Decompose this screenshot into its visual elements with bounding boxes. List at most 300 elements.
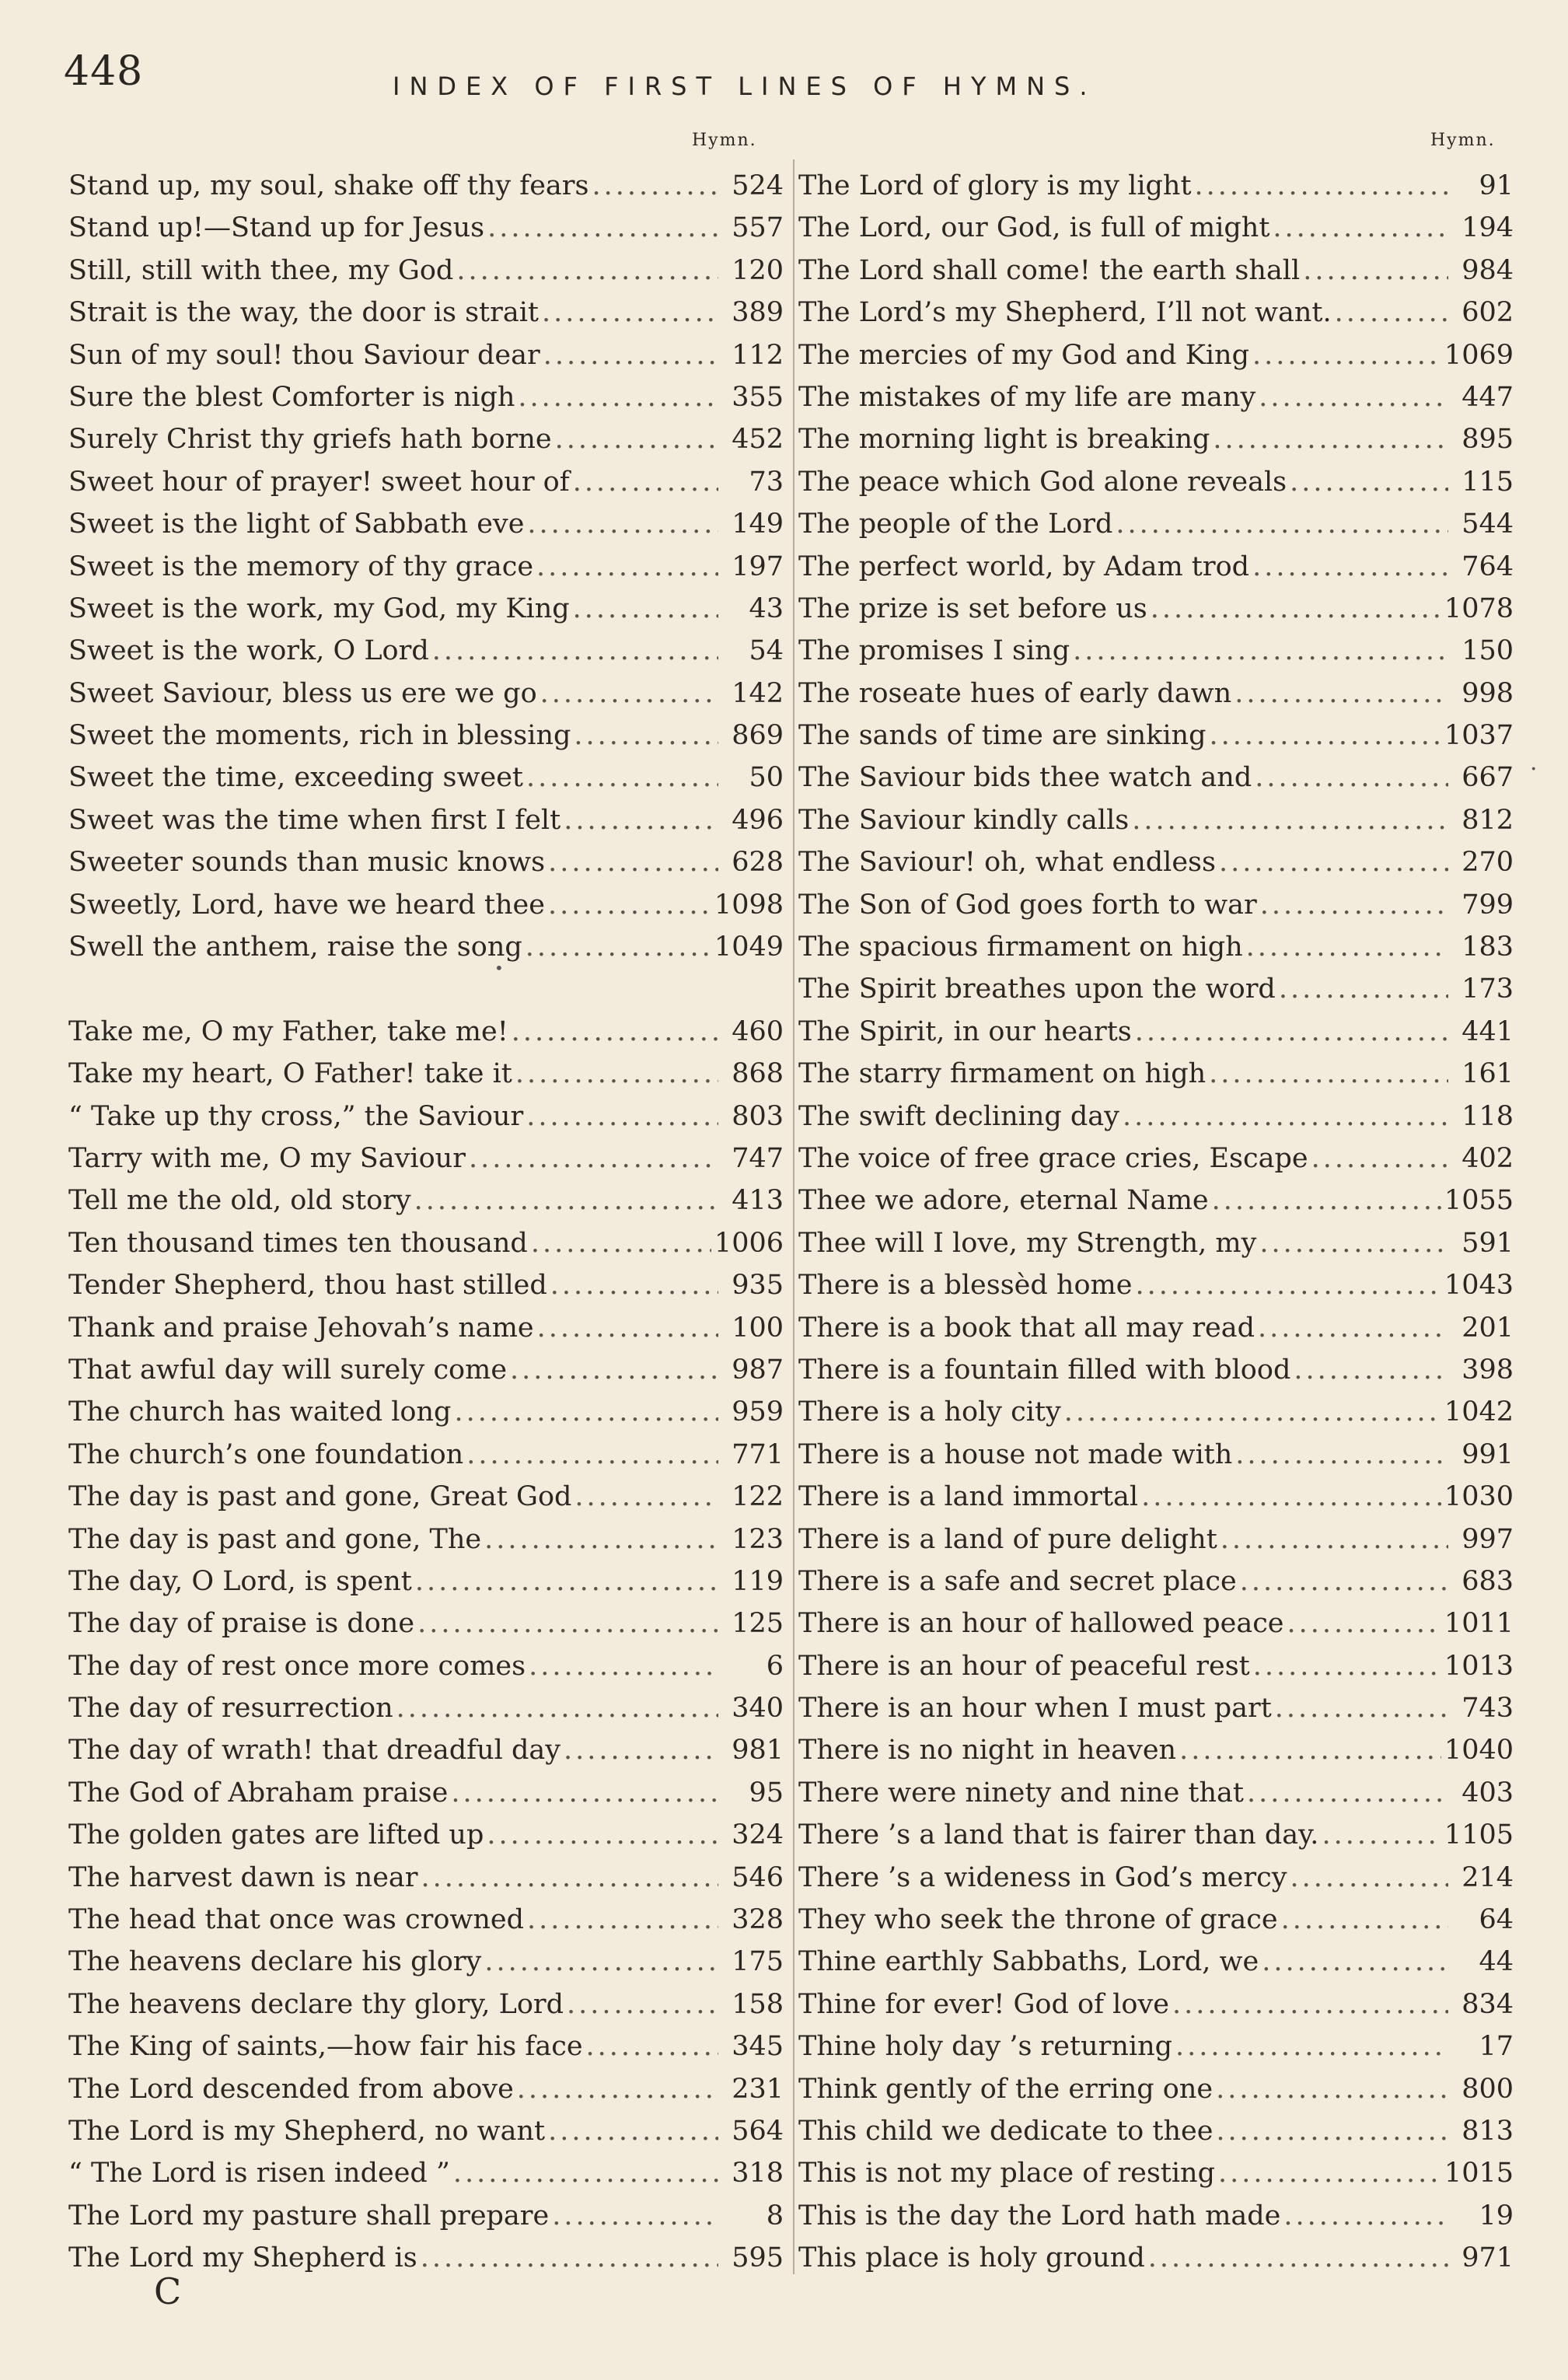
dot-leader	[1247, 1772, 1448, 1814]
hymn-number: 115	[1461, 466, 1514, 498]
index-entry	[798, 165, 1514, 207]
hymn-first-line: Swell the anthem, raise the song	[68, 931, 522, 963]
hymn-first-line: There is a land of pure delight	[798, 1523, 1217, 1555]
hymn-number: 1105	[1444, 1819, 1514, 1851]
hymn-first-line: Thine holy day ’s returning	[798, 2031, 1173, 2063]
dot-leader	[550, 1264, 718, 1306]
dot-leader	[526, 926, 711, 968]
hymn-first-line: The Lord is my Shepherd, no want	[68, 2115, 546, 2147]
hymn-first-line: The God of Abraham praise	[68, 1777, 449, 1809]
hymn-number: 628	[732, 847, 784, 879]
index-entry	[798, 757, 1514, 799]
dot-leader	[1335, 292, 1448, 334]
index-entry	[68, 2195, 784, 2237]
hymn-first-line: This place is holy ground	[798, 2242, 1145, 2274]
hymn-number: 44	[1479, 1946, 1514, 1978]
hymn-number: 17	[1479, 2031, 1514, 2063]
index-entry	[798, 250, 1514, 292]
hymn-number: 771	[732, 1438, 784, 1470]
hymn-number: 524	[732, 170, 784, 201]
hymn-first-line: The spacious firmament on high	[798, 931, 1243, 963]
dot-leader	[1123, 1096, 1448, 1138]
index-entry	[798, 1391, 1514, 1433]
page-number: 448	[64, 48, 144, 95]
index-entry	[798, 841, 1514, 883]
hymn-number: 73	[749, 466, 784, 498]
section-break-dot: •	[494, 959, 504, 977]
dot-leader	[1064, 1391, 1441, 1433]
hymn-first-line: Ten thousand times ten thousand	[68, 1227, 528, 1259]
hymn-first-line: There were ninety and nine that	[798, 1777, 1244, 1809]
index-entry	[798, 461, 1514, 503]
hymn-first-line: The day, O Lord, is spent	[68, 1565, 412, 1597]
hymn-first-line: The heavens declare his glory	[68, 1946, 482, 1978]
index-entry	[798, 1772, 1514, 1814]
index-entry	[798, 2237, 1514, 2279]
hymn-number: 1011	[1444, 1608, 1514, 1640]
hymn-number: 340	[732, 1693, 784, 1725]
hymn-first-line: Take my heart, O Father! take it	[68, 1058, 512, 1090]
hymn-first-line: Stand up!—Stand up for Jesus	[68, 212, 485, 244]
hymn-number: 149	[732, 509, 784, 540]
hymn-number: 161	[1461, 1058, 1514, 1090]
hymn-number: 935	[732, 1270, 784, 1302]
hymn-first-line: There is a house not made with	[798, 1438, 1233, 1470]
dot-leader	[1294, 1349, 1448, 1391]
hymn-first-line: There is a land immortal	[798, 1481, 1139, 1513]
hymn-number: 150	[1461, 635, 1514, 667]
dot-leader	[1179, 1729, 1441, 1771]
hymn-number: 158	[732, 1988, 784, 2020]
hymn-number: 100	[732, 1312, 784, 1344]
hymn-first-line: The day of praise is done	[68, 1608, 415, 1640]
hymn-number: 546	[732, 1861, 784, 1893]
dot-leader	[527, 1899, 718, 1941]
dot-leader	[421, 1857, 718, 1899]
dot-leader	[536, 546, 718, 588]
index-entry	[798, 2068, 1514, 2110]
hymn-first-line: There is no night in heaven	[798, 1735, 1177, 1767]
hymn-first-line: Sweet Saviour, bless us ere we go	[68, 677, 537, 709]
index-entry	[798, 968, 1514, 1010]
hymn-first-line: The Lord my pasture shall prepare	[68, 2200, 550, 2231]
hymn-first-line: The King of saints,—how fair his face	[68, 2031, 583, 2063]
index-entry	[798, 715, 1514, 757]
index-entry	[68, 1476, 784, 1518]
hymn-first-line: Still, still with thee, my God	[68, 254, 454, 286]
index-entry	[68, 2152, 784, 2194]
hymn-number: 595	[732, 2242, 784, 2274]
hymn-first-line: The Saviour bids thee watch and	[798, 762, 1252, 794]
index-entry	[68, 1814, 784, 1856]
index-entry	[798, 1434, 1514, 1476]
dot-leader	[529, 1645, 718, 1687]
dot-leader	[573, 461, 718, 503]
index-entry	[68, 2068, 784, 2110]
hymn-number: 1006	[714, 1227, 784, 1259]
hymn-number: 564	[732, 2115, 784, 2147]
index-entry	[68, 165, 784, 207]
index-entry	[798, 2195, 1514, 2237]
hymn-number: 120	[732, 254, 784, 286]
index-entry	[798, 1941, 1514, 1983]
hymn-number: 1030	[1444, 1481, 1514, 1513]
hymn-first-line: The sands of time are sinking	[798, 720, 1207, 752]
hymn-first-line: This is the day the Lord hath made	[798, 2200, 1281, 2231]
dot-leader	[1209, 1053, 1448, 1095]
hymn-first-line: The day of rest once more comes	[68, 1650, 526, 1682]
dot-leader	[573, 588, 718, 630]
dot-leader	[526, 1096, 718, 1138]
hymn-first-line: This child we dedicate to thee	[798, 2115, 1214, 2147]
hymn-first-line: Sweet is the work, my God, my King	[68, 592, 570, 624]
index-entry	[68, 1519, 784, 1560]
dot-leader	[1175, 2025, 1448, 2067]
dot-leader	[432, 630, 718, 672]
hymn-number: 1042	[1444, 1396, 1514, 1428]
dot-leader	[512, 1011, 718, 1053]
dot-leader	[564, 799, 718, 841]
dot-leader	[574, 715, 718, 757]
hymn-number: 122	[732, 1481, 784, 1513]
dot-leader	[1252, 334, 1441, 376]
index-entry	[68, 1772, 784, 1814]
index-entry	[798, 546, 1514, 588]
dot-leader	[1221, 1519, 1448, 1560]
index-entry	[798, 1349, 1514, 1391]
column-divider	[793, 159, 794, 2274]
hymn-first-line: There is a blessèd home	[798, 1270, 1133, 1302]
dot-leader	[1322, 1814, 1441, 1856]
hymn-number: 1069	[1444, 339, 1514, 371]
hymn-number: 355	[732, 381, 784, 413]
index-entry	[68, 1307, 784, 1349]
dot-leader	[1210, 715, 1441, 757]
hymn-number: 91	[1479, 170, 1514, 201]
dot-leader	[548, 841, 718, 883]
index-entry	[68, 673, 784, 715]
dot-leader	[487, 1814, 718, 1856]
dot-leader	[414, 1180, 718, 1221]
dot-leader	[548, 2110, 718, 2152]
dot-leader	[1216, 2110, 1448, 2152]
hymn-number: 324	[732, 1819, 784, 1851]
left-index-column	[68, 165, 784, 2280]
dot-leader	[1116, 503, 1448, 545]
hymn-number: 402	[1461, 1142, 1514, 1174]
dot-leader	[1219, 841, 1448, 883]
index-entry	[68, 1602, 784, 1644]
dot-leader	[454, 1391, 718, 1433]
index-entry	[798, 1857, 1514, 1899]
dot-leader	[526, 757, 718, 799]
dot-leader	[1151, 588, 1441, 630]
hymn-first-line: The promises I sing	[798, 635, 1070, 667]
hymn-first-line: The voice of free grace cries, Escape	[798, 1142, 1308, 1174]
index-entry	[798, 418, 1514, 460]
index-entry	[798, 1307, 1514, 1349]
hymn-first-line: The day of wrath! that dreadful day	[68, 1735, 561, 1767]
hymn-first-line: Sweet hour of prayer! sweet hour of	[68, 466, 570, 498]
dot-leader	[1262, 1941, 1448, 1983]
index-entry	[68, 250, 784, 292]
index-entry	[68, 715, 784, 757]
signature-mark: C	[154, 2270, 182, 2312]
index-entry	[68, 1349, 784, 1391]
index-entry	[68, 1645, 784, 1687]
index-entry	[68, 1096, 784, 1138]
dot-leader	[487, 207, 718, 249]
index-entry	[68, 1138, 784, 1180]
hymn-first-line: The day is past and gone, Great God	[68, 1481, 572, 1513]
index-entry	[68, 926, 784, 968]
index-entry	[68, 1434, 784, 1476]
hymn-number: 447	[1461, 381, 1514, 413]
hymn-number: 1098	[714, 889, 784, 921]
hymn-first-line: They who seek the throne of grace	[798, 1904, 1278, 1936]
hymn-number: 557	[732, 212, 784, 244]
index-entry	[68, 588, 784, 630]
dot-leader	[518, 376, 718, 418]
dot-leader	[1259, 376, 1448, 418]
hymn-number: 328	[732, 1904, 784, 1936]
right-index-column	[798, 165, 1514, 2280]
hymn-number: 800	[1461, 2073, 1514, 2105]
hymn-first-line: The Spirit breathes upon the word	[798, 973, 1276, 1005]
hymn-first-line: “ The Lord is risen indeed ”	[68, 2158, 450, 2190]
hymn-number: 1037	[1444, 720, 1514, 752]
hymn-number: 214	[1461, 1861, 1514, 1893]
hymn-number: 43	[749, 592, 784, 624]
index-entry	[68, 884, 784, 926]
hymn-number: 1078	[1444, 592, 1514, 624]
index-entry	[798, 673, 1514, 715]
index-entry	[68, 2110, 784, 2152]
hymn-number: 743	[1461, 1693, 1514, 1725]
hymn-number: 413	[732, 1185, 784, 1217]
dot-leader	[451, 1772, 718, 1814]
dot-leader	[1290, 1857, 1448, 1899]
hymn-number: 1043	[1444, 1270, 1514, 1302]
dot-leader	[542, 292, 718, 334]
hymn-first-line: The people of the Lord	[798, 509, 1113, 540]
hymn-number: 1015	[1444, 2158, 1514, 2190]
index-entry	[798, 292, 1514, 334]
hymn-first-line: There is a fountain filled with blood	[798, 1354, 1291, 1386]
index-entry	[68, 1687, 784, 1729]
index-entry	[798, 1138, 1514, 1180]
dot-leader	[1073, 630, 1448, 672]
dot-leader	[1255, 757, 1448, 799]
hymn-number: 869	[732, 720, 784, 752]
hymn-number: 201	[1461, 1312, 1514, 1344]
hymn-number: 834	[1461, 1988, 1514, 2020]
hymn-number: 112	[732, 339, 784, 371]
hymn-first-line: The mistakes of my life are many	[798, 381, 1256, 413]
column-header-left: Hymn.	[692, 131, 757, 150]
dot-leader	[1148, 2237, 1448, 2279]
hymn-first-line: There is an hour of peaceful rest	[798, 1650, 1250, 1682]
dot-leader	[592, 165, 719, 207]
hymn-first-line: The swift declining day	[798, 1100, 1119, 1132]
index-entry	[68, 968, 784, 1010]
dot-leader	[531, 1222, 711, 1264]
index-entry	[68, 1264, 784, 1306]
hymn-first-line: The day is past and gone, The	[68, 1523, 482, 1555]
column-header-right: Hymn.	[1430, 131, 1496, 150]
hymn-number: 984	[1461, 254, 1514, 286]
hymn-first-line: The Spirit, in our hearts	[798, 1015, 1132, 1047]
hymn-first-line: Stand up, my soul, shake off thy fears	[68, 170, 589, 201]
index-entry	[798, 1011, 1514, 1053]
hymn-number: 895	[1461, 424, 1514, 456]
hymn-number: 441	[1461, 1015, 1514, 1047]
hymn-number: 971	[1461, 2242, 1514, 2274]
dot-leader	[1283, 2195, 1448, 2237]
hymn-first-line: The head that once was crowned	[68, 1904, 525, 1936]
index-entry	[798, 1814, 1514, 1856]
index-entry	[68, 418, 784, 460]
dot-leader	[453, 2152, 718, 2194]
hymn-number: 8	[766, 2200, 784, 2231]
hymn-number: 683	[1461, 1565, 1514, 1597]
dot-leader	[537, 1307, 718, 1349]
dot-leader	[1141, 1476, 1441, 1518]
hymn-number: 270	[1461, 847, 1514, 879]
index-entry	[798, 1602, 1514, 1644]
index-entry	[798, 334, 1514, 376]
hymn-number: 799	[1461, 889, 1514, 921]
dot-leader	[1135, 1011, 1448, 1053]
dot-leader	[466, 1434, 718, 1476]
hymn-number: 1040	[1444, 1735, 1514, 1767]
hymn-first-line: Tarry with me, O my Saviour	[68, 1142, 466, 1174]
index-entry	[798, 926, 1514, 968]
index-entry	[798, 1687, 1514, 1729]
dot-leader	[1213, 418, 1448, 460]
index-entry	[798, 1519, 1514, 1560]
dot-leader	[415, 1560, 718, 1602]
hymn-number: 345	[732, 2031, 784, 2063]
dot-leader	[1311, 1138, 1448, 1180]
index-entry	[68, 1560, 784, 1602]
hymn-first-line: The Lord, our God, is full of might	[798, 212, 1270, 244]
hymn-number: 602	[1461, 297, 1514, 329]
hymn-first-line: The church’s one foundation	[68, 1438, 464, 1470]
index-entry	[68, 757, 784, 799]
hymn-first-line: Thee we adore, eternal Name	[798, 1185, 1209, 1217]
index-entry	[68, 207, 784, 249]
dot-leader	[1273, 207, 1448, 249]
dot-leader	[540, 673, 718, 715]
hymn-number: 1055	[1444, 1185, 1514, 1217]
index-entry	[798, 630, 1514, 672]
hymn-number: 6	[766, 1650, 784, 1682]
dot-leader	[1132, 799, 1448, 841]
hymn-number: 173	[1461, 973, 1514, 1005]
dot-leader	[1234, 673, 1448, 715]
dot-leader	[1246, 926, 1448, 968]
index-entry	[68, 1983, 784, 2025]
hymn-number: 591	[1461, 1227, 1514, 1259]
index-entry	[68, 630, 784, 672]
dot-leader	[515, 1053, 718, 1095]
hymn-number: 812	[1461, 804, 1514, 836]
index-entry	[798, 1899, 1514, 1941]
index-entry	[798, 1222, 1514, 1264]
hymn-number: 398	[1461, 1354, 1514, 1386]
index-entry	[68, 1180, 784, 1221]
hymn-number: 197	[732, 550, 784, 582]
hymn-number: 119	[732, 1565, 784, 1597]
hymn-first-line: Sure the blest Comforter is nigh	[68, 381, 515, 413]
index-entry	[68, 1011, 784, 1053]
hymn-number: 118	[1461, 1100, 1514, 1132]
hymn-number: 175	[732, 1946, 784, 1978]
hymn-number: 54	[749, 635, 784, 667]
dot-leader	[396, 1687, 718, 1729]
hymn-first-line: There is an hour of hallowed peace	[798, 1608, 1284, 1640]
hymn-first-line: Sun of my soul! thou Saviour dear	[68, 339, 540, 371]
index-entry	[68, 1857, 784, 1899]
hymn-first-line: Thee will I love, my Strength, my	[798, 1227, 1257, 1259]
index-entry	[68, 461, 784, 503]
index-entry	[798, 1180, 1514, 1221]
hymn-first-line: The perfect world, by Adam trod	[798, 550, 1250, 582]
hymn-number: 50	[749, 762, 784, 794]
hymn-first-line: Surely Christ thy griefs hath borne	[68, 424, 552, 456]
dot-leader	[543, 334, 718, 376]
hymn-first-line: The Lord’s my Shepherd, I’ll not want.	[798, 297, 1332, 329]
index-entry	[798, 1645, 1514, 1687]
index-entry	[798, 1560, 1514, 1602]
hymn-first-line: The Saviour kindly calls	[798, 804, 1130, 836]
dot-leader	[456, 250, 718, 292]
hymn-first-line: “ Take up thy cross,” the Saviour	[68, 1100, 524, 1132]
index-entry	[68, 1391, 784, 1433]
index-entry	[798, 376, 1514, 418]
hymn-number: 452	[732, 424, 784, 456]
dot-leader	[574, 1476, 718, 1518]
hymn-first-line: That awful day will surely come	[68, 1354, 508, 1386]
hymn-first-line: The prize is set before us	[798, 592, 1147, 624]
index-entry	[68, 841, 784, 883]
dot-leader	[1212, 1180, 1441, 1221]
hymn-number: 803	[732, 1100, 784, 1132]
hymn-first-line: Tell me the old, old story	[68, 1185, 411, 1217]
hymn-first-line: The day of resurrection	[68, 1693, 393, 1725]
hymn-first-line: There is a safe and secret place	[798, 1565, 1237, 1597]
dot-leader	[421, 2237, 718, 2279]
index-entry	[68, 1899, 784, 1941]
hymn-number: 95	[749, 1777, 784, 1809]
hymn-number: 183	[1461, 931, 1514, 963]
hymn-number: 959	[732, 1396, 784, 1428]
index-entry	[798, 1729, 1514, 1771]
hymn-first-line: The heavens declare thy glory, Lord	[68, 1988, 564, 2020]
hymn-first-line: Sweet is the memory of thy grace	[68, 550, 534, 582]
hymn-first-line: Think gently of the erring one	[798, 2073, 1214, 2105]
hymn-first-line: There ’s a land that is fairer than day.	[798, 1819, 1319, 1851]
hymn-number: 318	[732, 2158, 784, 2190]
hymn-first-line: The church has waited long	[68, 1396, 452, 1428]
hymn-number: 460	[732, 1015, 784, 1047]
hymn-first-line: The harvest dawn is near	[68, 1861, 418, 1893]
hymn-first-line: Sweetly, Lord, have we heard thee	[68, 889, 545, 921]
dot-leader	[567, 1983, 718, 2025]
hymn-number: 64	[1479, 1904, 1514, 1936]
hymn-first-line: The morning light is breaking	[798, 424, 1210, 456]
